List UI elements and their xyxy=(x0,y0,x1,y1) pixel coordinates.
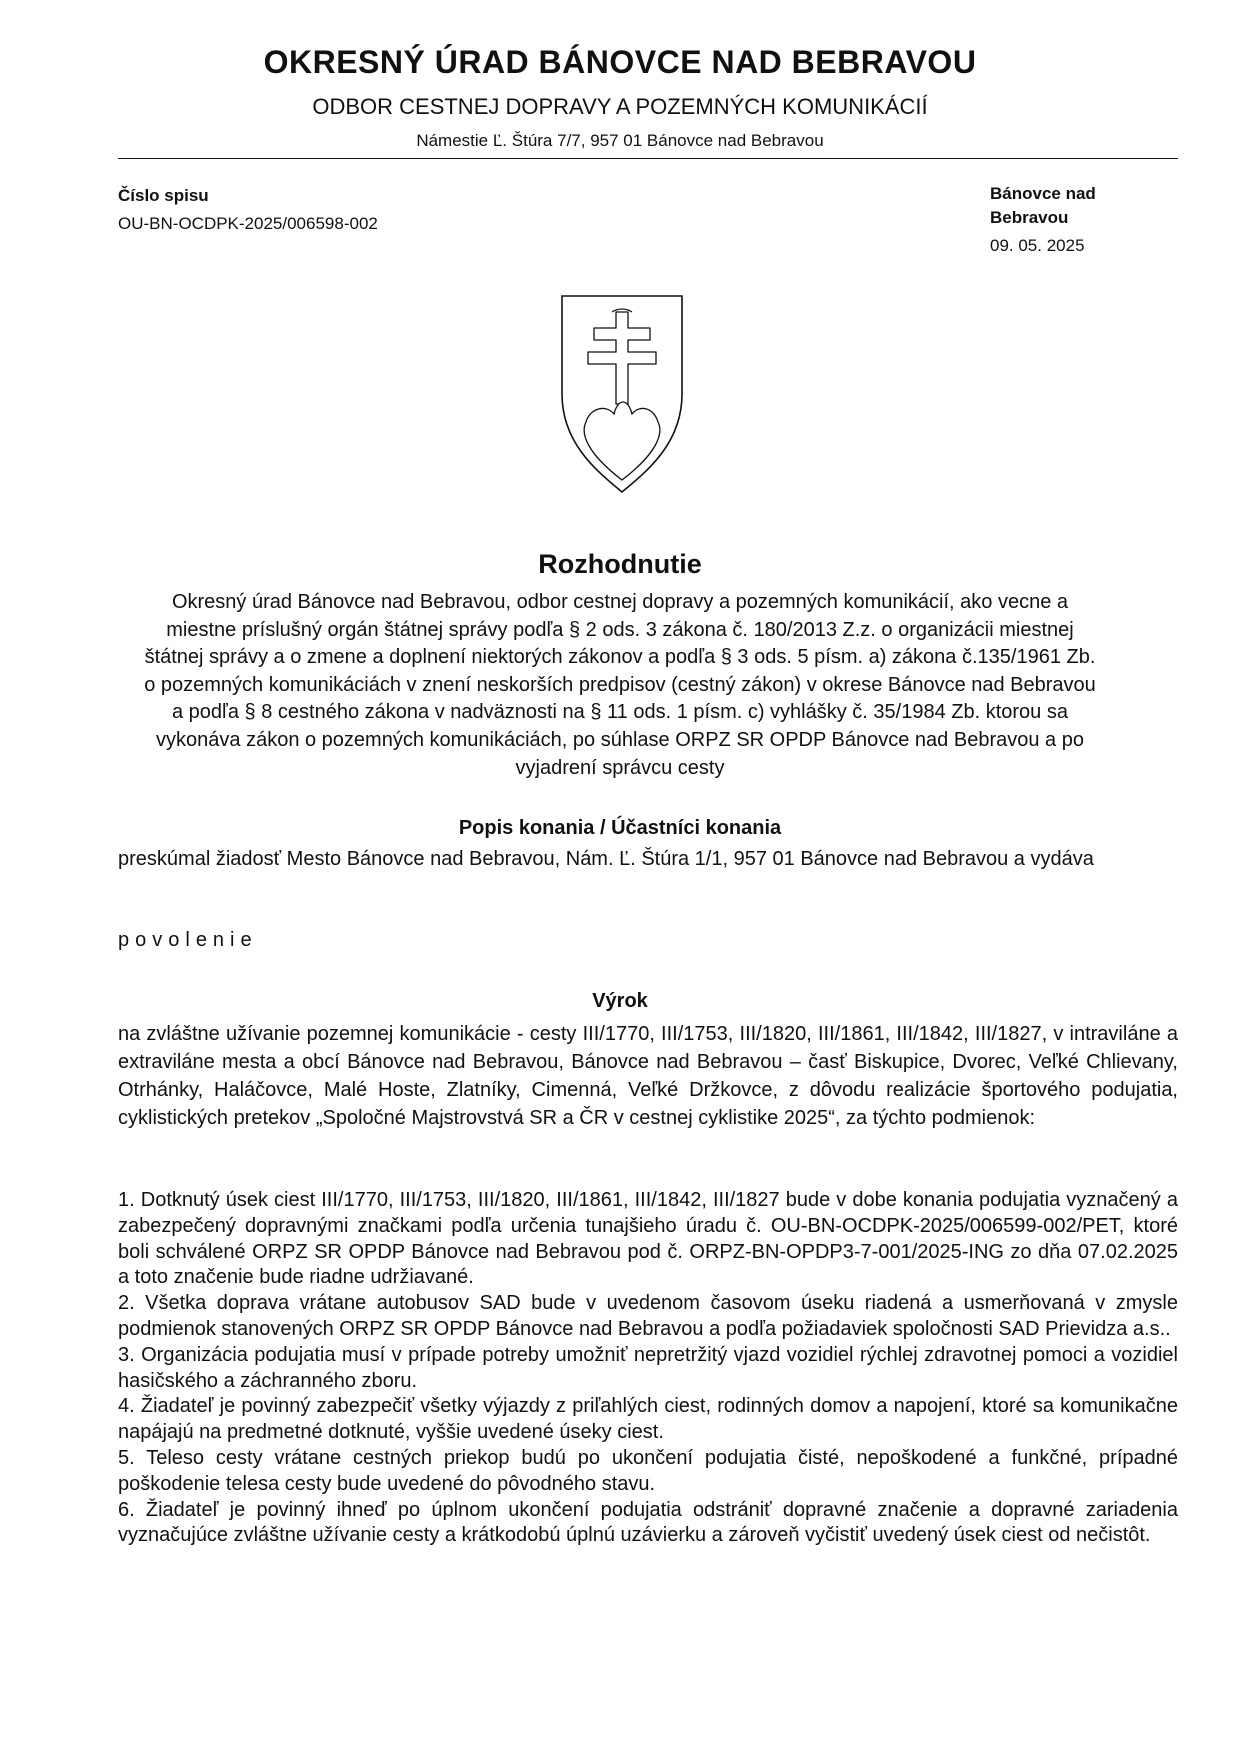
condition-item: 3. Organizácia podujatia musí v prípade potreby umožniť nepretržitý vjazd vozidiel rýchlej zdravotnej pomoci a vozidiel hasičského a záchranného zboru. xyxy=(118,1343,1178,1392)
condition-item: 4. Žiadateľ je povinný zabezpečiť všetky výjazdy z priľahlých ciest, rodinných domov a napojení, ktoré sa komunikačne napájajú na predmetné dotknuté, vyššie uvedené úseky ciest. xyxy=(118,1395,1178,1444)
condition-item: 6. Žiadateľ je povinný ihneď po úplnom ukončení podujatia odstrániť dopravné značenie a dopravné zariadenia vyznačujúce zvláštne užívanie cesty a krátkodobú úplnú uzávierku a zároveň vyčistiť uvedený úsek ciest od nečistôt. xyxy=(118,1498,1178,1547)
condition-item: 5. Teleso cesty vrátane cestných priekop budú po ukončení podujatia čisté, nepoškodené a funkčné, prípadné poškodenie telesa cesty bude uvedené do pôvodného stavu. xyxy=(118,1446,1178,1495)
issue-place: Bánovce nad Bebravou xyxy=(990,184,1096,227)
organization-title: OKRESNÝ ÚRAD BÁNOVCE NAD BEBRAVOU xyxy=(263,44,977,80)
office-address: Námestie Ľ. Štúra 7/7, 957 01 Bánovce nad Bebravou xyxy=(416,131,824,150)
verdict-heading: Výrok xyxy=(592,990,648,1012)
issue-date: 09. 05. 2025 xyxy=(990,236,1085,255)
conditions-list xyxy=(118,1188,1178,1549)
file-number-label: Číslo spisu xyxy=(118,186,209,205)
slovak-coat-of-arms-icon xyxy=(560,294,684,494)
file-number: OU-BN-OCDPK-2025/006598-002 xyxy=(118,214,378,233)
verdict-text: na zvláštne užívanie pozemnej komunikácie - cesty III/1770, III/1753, III/1820, III/1861, III/1842, III/1827, v intraviláne a extraviláne mesta a obcí Bánovce nad Bebravou, Bánovce nad Bebravou – časť Biskupice, Dvorec, Veľké Chlievany, Otrhánky, Haláčovce, Malé Hoste, Zlatníky, Cimenná, Veľké Držkovce, z dôvodu realizácie športového podujatia, cyklistických pretekov „Spoločné Majstrovstvá SR a ČR v cestnej cyklistike 2025“, za týchto podmienok: xyxy=(118,1023,1178,1129)
decision-title: Rozhodnutie xyxy=(538,549,702,579)
header-divider xyxy=(118,158,1178,159)
condition-item: 1. Dotknutý úsek ciest III/1770, III/1753, III/1820, III/1861, III/1842, III/1827 bude v dobe konania podujatia vyznačený a zabezpečený dopravnými značkami podľa určenia tunajšieho úradu č. OU-BN-OCDPK-2025/006599-002/PET, ktoré boli schválené ORPZ SR OPDP Bánovce nad Bebravou pod č. ORPZ-BN-OPDP3-7-001/2025-ING zo dňa 07.02.2025 a toto značenie bude riadne udržiavané. xyxy=(118,1189,1178,1289)
request-text: preskúmal žiadosť Mesto Bánovce nad Bebravou, Nám. Ľ. Štúra 1/1, 957 01 Bánovce nad Bebravou a vydáva xyxy=(118,848,1094,870)
permit-word: povolenie xyxy=(118,929,258,951)
proceedings-heading: Popis konania / Účastníci konania xyxy=(458,817,782,839)
department-name: ODBOR CESTNEJ DOPRAVY A POZEMNÝCH KOMUNIKÁCIÍ xyxy=(312,94,928,119)
decision-intro: Okresný úrad Bánovce nad Bebravou, odbor cestnej dopravy a pozemných komunikácií, ako vecne a miestne príslušný orgán štátnej správy podľa § 2 ods. 3 zákona č. 180/2013 Z.z. o organizácii miestnej štátnej správy a o zmene a doplnení niektorých zákonov a podľa § 3 ods. 5 písm. a) zákona č.135/1961 Zb. o pozemných komunikáciách v znení neskorších predpisov (cestný zákon) v okrese Bánovce nad Bebravou a podľa § 8 cestného zákona v nadväznosti na § 11 ods. 1 písm. c) vyhlášky č. 35/1984 Zb. ktorou sa vykonáva zákon o pozemných komunikáciách, po súhlase ORPZ SR OPDP Bánovce nad Bebravou a po vyjadrení správcu cesty xyxy=(144,591,1096,779)
condition-item: 2. Všetka doprava vrátane autobusov SAD bude v uvedenom časovom úseku riadená a usmerňovaná v zmysle podmienok stanovených ORPZ SR OPDP Bánovce nad Bebravou a podľa požiadaviek spoločnosti SAD Prievidza a.s.. xyxy=(118,1292,1178,1340)
